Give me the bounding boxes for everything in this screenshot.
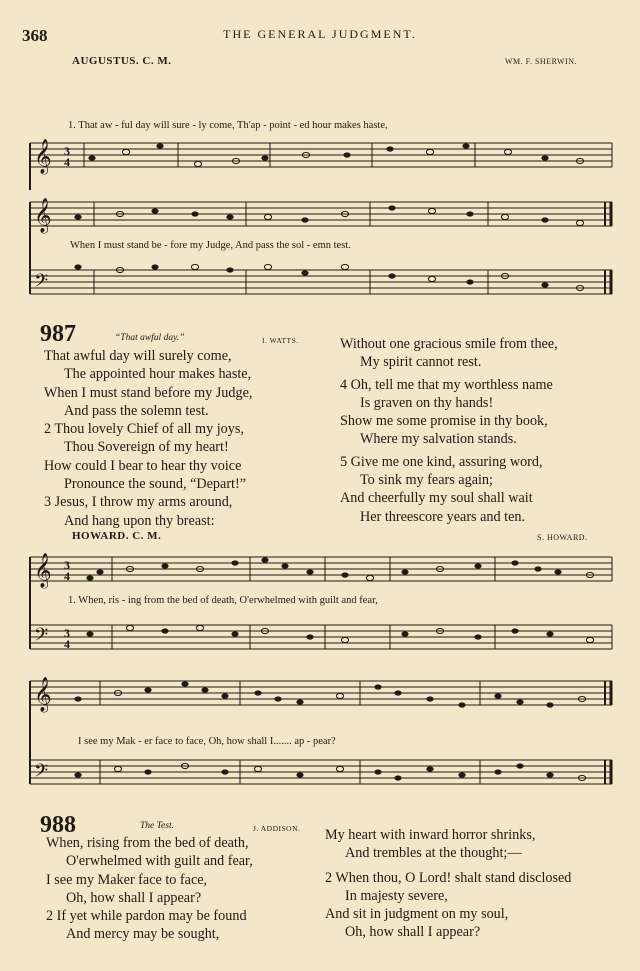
verse-line: Pronounce the sound, “Depart!” (64, 476, 247, 493)
verse-line: Is graven on thy hands! (360, 394, 494, 411)
svg-text:3: 3 (64, 558, 70, 572)
verse-line: Where my salvation stands. (360, 431, 517, 448)
svg-text:𝄞: 𝄞 (34, 199, 52, 232)
svg-text:4: 4 (64, 569, 70, 583)
verse-line: And sit in judgment on my soul, (325, 906, 509, 923)
verse-line: Oh, how shall I appear? (66, 889, 202, 906)
verse-line: In majesty severe, (345, 887, 448, 904)
verse-line: To sink my fears again; (360, 472, 493, 489)
hymn-text-right (340, 335, 558, 526)
verse-line: And mercy may be sought, (66, 926, 220, 943)
page-title: THE GENERAL JUDGMENT. (223, 27, 417, 41)
verse-line: When, rising from the bed of death, (46, 835, 249, 851)
verse-line: 2 Thou lovely Chief of all my joys, (44, 421, 244, 438)
svg-text:4: 4 (64, 155, 70, 169)
verse-line: My spirit cannot rest. (360, 354, 482, 371)
verse-line: 2 If yet while pardon may be found (46, 908, 247, 925)
svg-text:𝄢: 𝄢 (34, 760, 49, 785)
verse-line: And trembles at the thought;— (345, 845, 522, 862)
verse-line: And cheerfully my soul shall wait (340, 490, 533, 507)
svg-text:𝄞: 𝄞 (34, 140, 52, 173)
tune-composer: S. HOWARD. (537, 533, 588, 542)
svg-text:3: 3 (64, 626, 70, 640)
hymn-author: I. WATTS. (262, 336, 299, 345)
verse-line: My heart with inward horror shrinks, (325, 827, 536, 843)
lyrics-line: 1. That aw - ful day will sure - ly come, Th'ap - point - ed hour makes haste, (68, 120, 388, 131)
svg-text:𝄞: 𝄞 (34, 678, 52, 711)
verse-line: Oh, how shall I appear? (345, 924, 481, 941)
tune-name: AUGUSTUS. C. M. (72, 55, 172, 67)
lyrics-line: I see my Mak - er face to face, Oh, how shall I....... ap - pear? (78, 736, 336, 747)
tune-composer: WM. F. SHERWIN. (505, 57, 577, 66)
verse-line: And pass the solemn test. (64, 402, 209, 419)
hymn-title: The Test. (140, 821, 174, 831)
verse-line: And hang upon thy breast: (64, 512, 215, 529)
hymn-title: “That awful day.” (115, 333, 185, 343)
verse-line: When I must stand before my Judge, (44, 384, 253, 401)
hymn-text-right (325, 826, 571, 942)
lyrics-line: When I must stand be - fore my Judge, And pass the sol - emn test. (70, 240, 351, 251)
hymn-number: 987 (40, 321, 76, 347)
verse-line: Her threescore years and ten. (360, 508, 526, 525)
verse-line: 5 Give me one kind, assuring word, (340, 453, 543, 470)
svg-text:4: 4 (64, 637, 70, 651)
verse-line: 2 When thou, O Lord! shalt stand disclosed (325, 869, 572, 886)
hymn-text-left (46, 834, 253, 944)
music-system-augustus-2 (0, 190, 640, 325)
verse-line: I see my Maker face to face, (46, 871, 208, 888)
svg-text:𝄢: 𝄢 (34, 624, 49, 649)
svg-text:3: 3 (64, 144, 70, 158)
hymn-number: 988 (40, 812, 76, 838)
page-number: 368 (22, 26, 48, 45)
hymn-text-left (44, 347, 252, 530)
verse-line: 3 Jesus, I throw my arms around, (44, 494, 233, 511)
svg-text:𝄞: 𝄞 (34, 554, 52, 587)
lyrics-line: 1. When, ris - ing from the bed of death, O'erwhelmed with guilt and fear, (68, 595, 378, 606)
verse-line: That awful day will surely come, (44, 348, 232, 364)
verse-line: The appointed hour makes haste, (64, 366, 252, 383)
hymn-author: J. ADDISON. (253, 824, 301, 833)
verse-line: 4 Oh, tell me that my worthless name (340, 376, 553, 393)
verse-line: O'erwhelmed with guilt and fear, (66, 853, 253, 870)
svg-text:𝄢: 𝄢 (34, 270, 49, 295)
verse-line: How could I bear to hear thy voice (44, 457, 242, 474)
verse-line: Show me some promise in thy book, (340, 413, 548, 430)
verse-line: Without one gracious smile from thee, (340, 336, 558, 352)
verse-line: Thou Sovereign of my heart! (64, 439, 229, 456)
tune-name: HOWARD. C. M. (72, 530, 162, 542)
